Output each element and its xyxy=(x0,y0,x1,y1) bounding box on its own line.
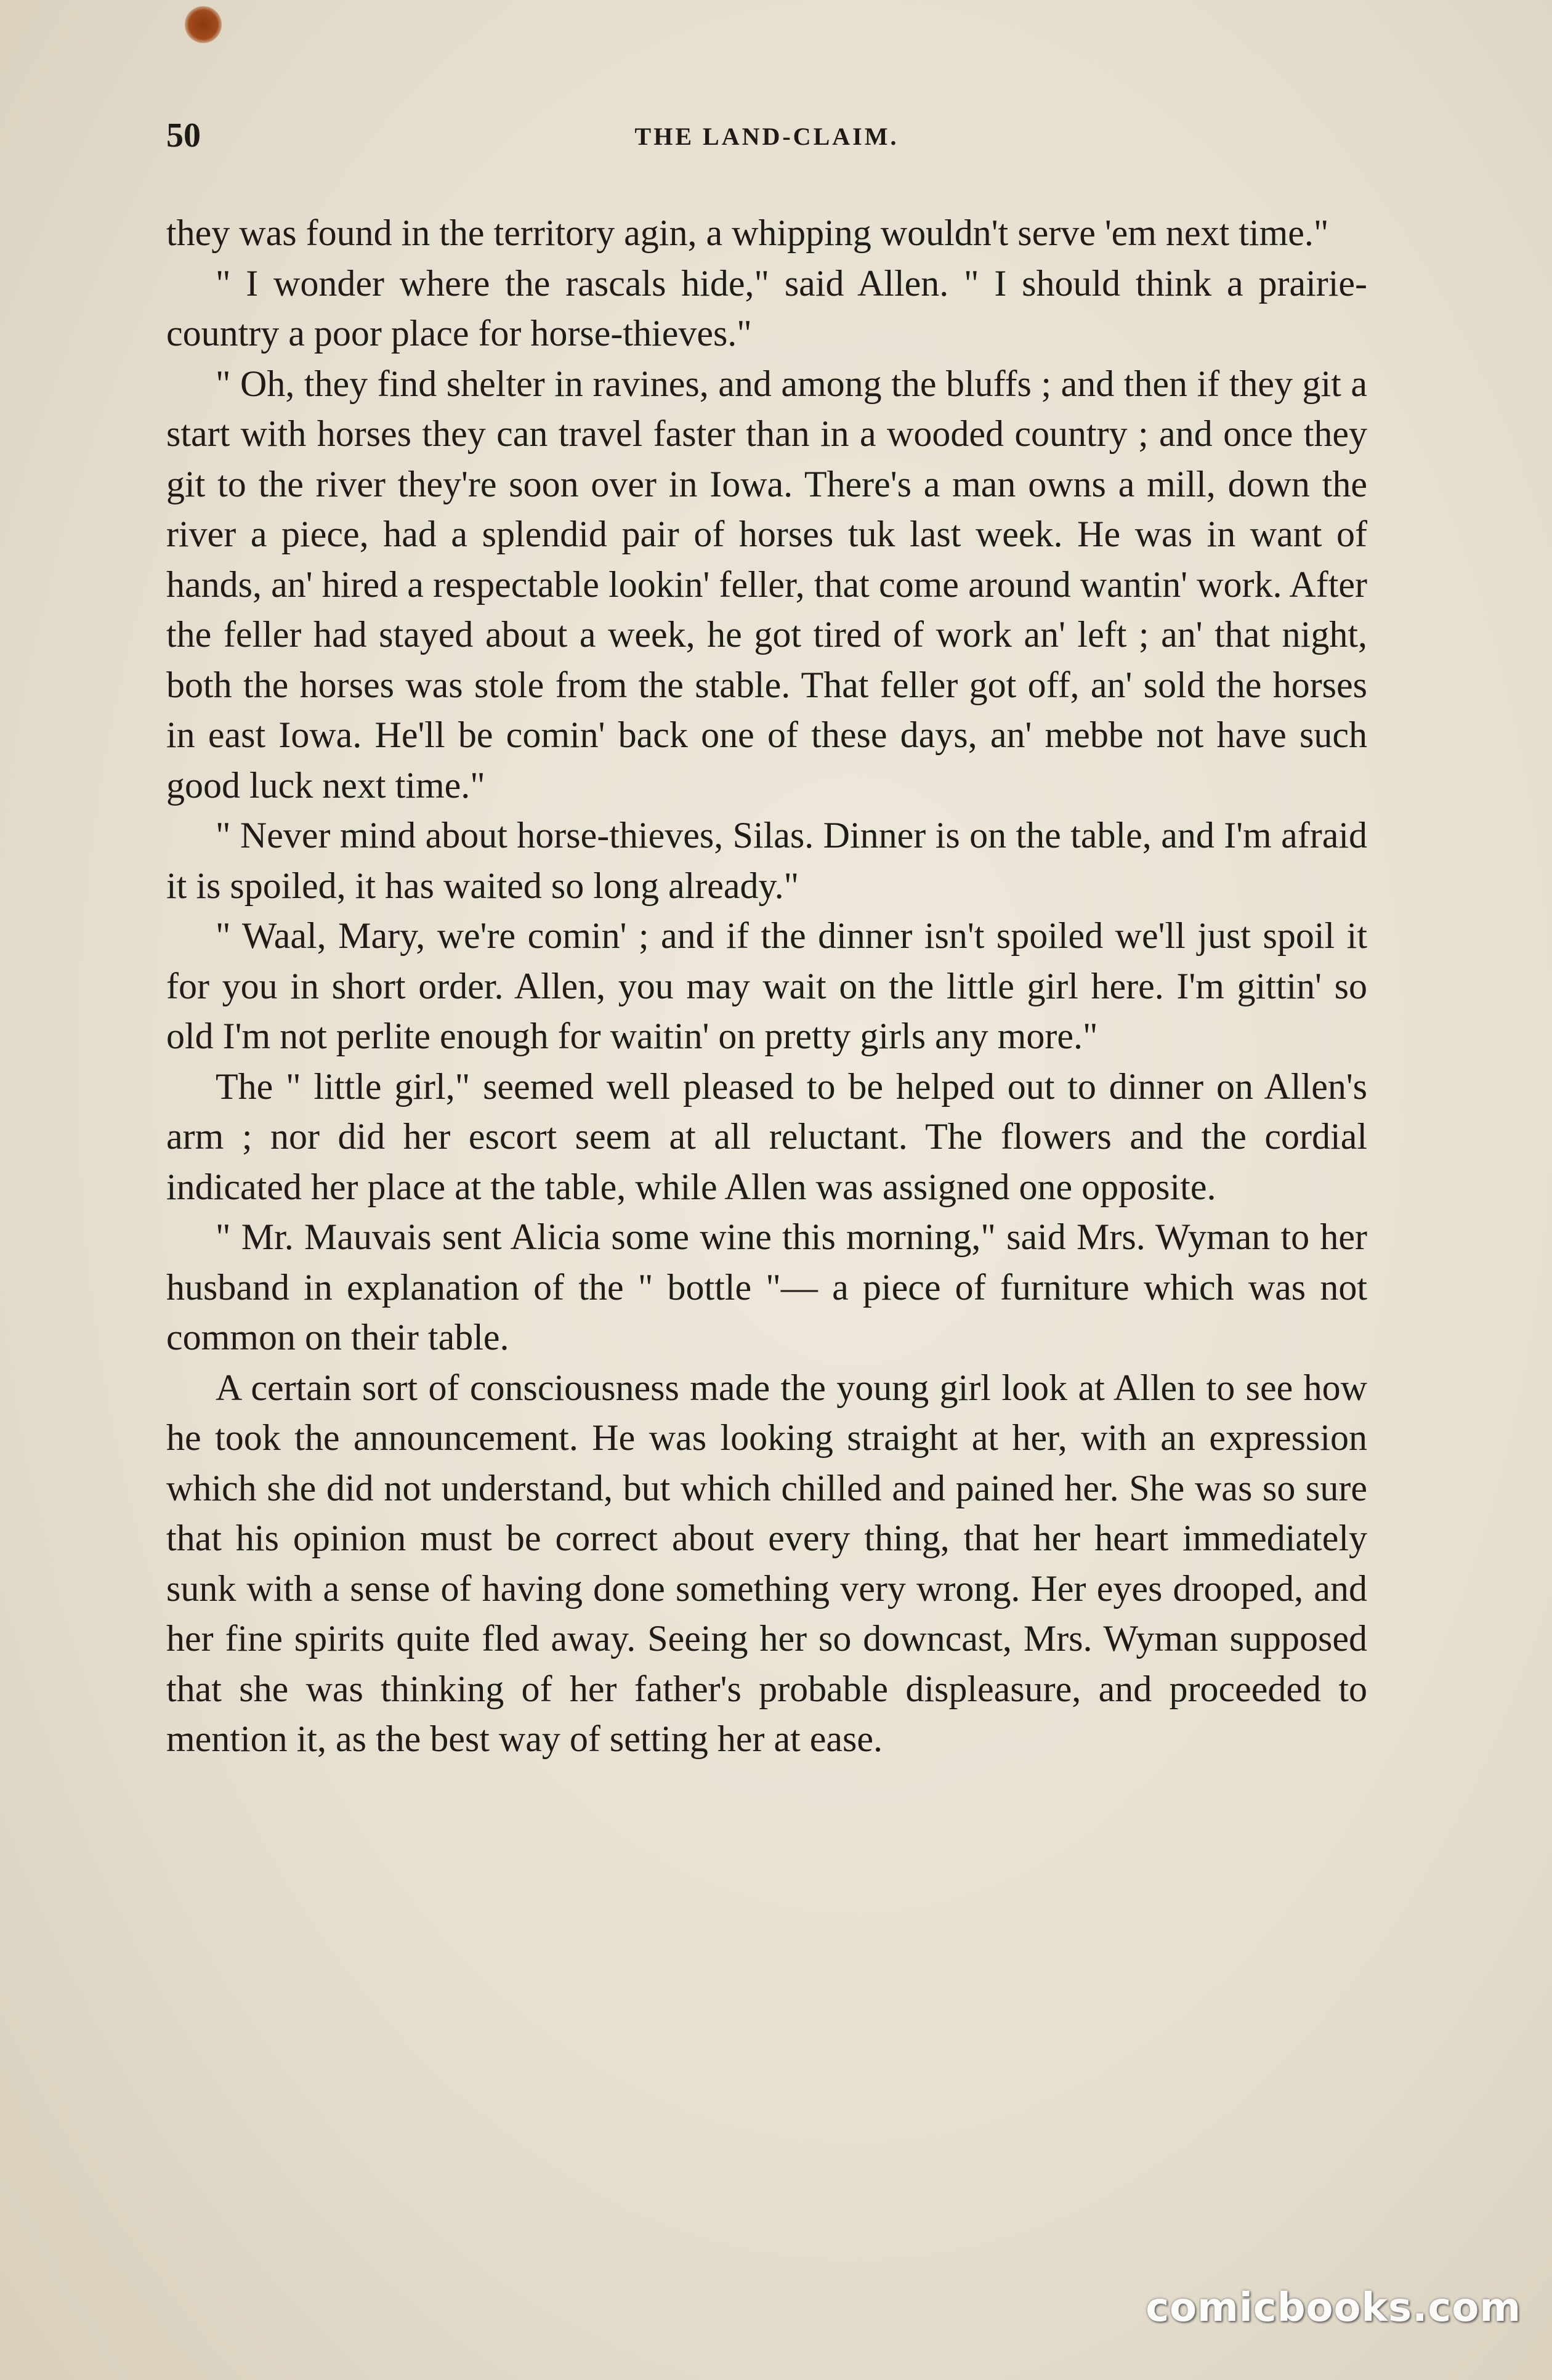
paragraph: " I wonder where the rascals hide," said Allen. " I should think a prairie-country a poor place for horse-thieves." xyxy=(166,262,1367,354)
paragraph: The " little girl," seemed well pleased to be helped out to dinner on Allen's arm ; nor did her escort seem at all reluctant. The flowers and the cordial indicated her place at the table, while Allen was assigned one opposite. xyxy=(166,1066,1367,1207)
watermark: comicbooks.com xyxy=(1146,2285,1521,2331)
ink-stain xyxy=(185,6,222,43)
running-title: THE LAND-CLAIM. xyxy=(634,123,899,150)
running-head xyxy=(166,116,1367,165)
paragraph: " Oh, they find shelter in ravines, and among the bluffs ; and then if they git a start with horses they can travel faster than in a wooded country ; and once they git to the river they're soon over in Iowa. There's a man owns a mill, down the river a piece, had a splendid pair of horses tuk last week. He was in want of hands, an' hired a respectable lookin' feller, that come around wantin' work. After the feller had stayed about a week, he got tired of work an' left ; an' that night, both the horses was stole from the stable. That feller got off, an' sold the horses in east Iowa. He'll be comin' back one of these days, an' mebbe not have such good luck next time." xyxy=(166,363,1367,806)
paragraph: " Waal, Mary, we're comin' ; and if the dinner isn't spoiled we'll just spoil it for you in short order. Allen, you may wait on the little girl here. I'm gittin' so old I'm not perlite enough for waitin' on pretty girls any more." xyxy=(166,915,1367,1056)
page-number: 50 xyxy=(166,116,201,155)
paragraph: " Mr. Mauvais sent Alicia some wine this morning," said Mrs. Wyman to her husband in explanation of the " bottle "— a piece of furniture which was not common on their table. xyxy=(166,1216,1367,1358)
paragraph: A certain sort of consciousness made the young girl look at Allen to see how he took the announcement. He was looking straight at her, with an expression which she did not understand, but which chilled and pained her. She was so sure that his opinion must be correct about every thing, that her heart immediately sunk with a sense of having done something very wrong. Her eyes drooped, and her fine spirits quite fled away. Seeing her so downcast, Mrs. Wyman supposed that she was thinking of her father's probable displeasure, and proceeded to mention it, as the best way of setting her at ease. xyxy=(166,1367,1367,1759)
paragraph: " Never mind about horse-thieves, Silas. Dinner is on the table, and I'm afraid it is spoiled, it has waited so long already." xyxy=(166,815,1367,906)
body-text xyxy=(166,208,1367,1765)
paragraph: they was found in the territory agin, a whipping wouldn't serve 'em next time." xyxy=(166,212,1329,253)
